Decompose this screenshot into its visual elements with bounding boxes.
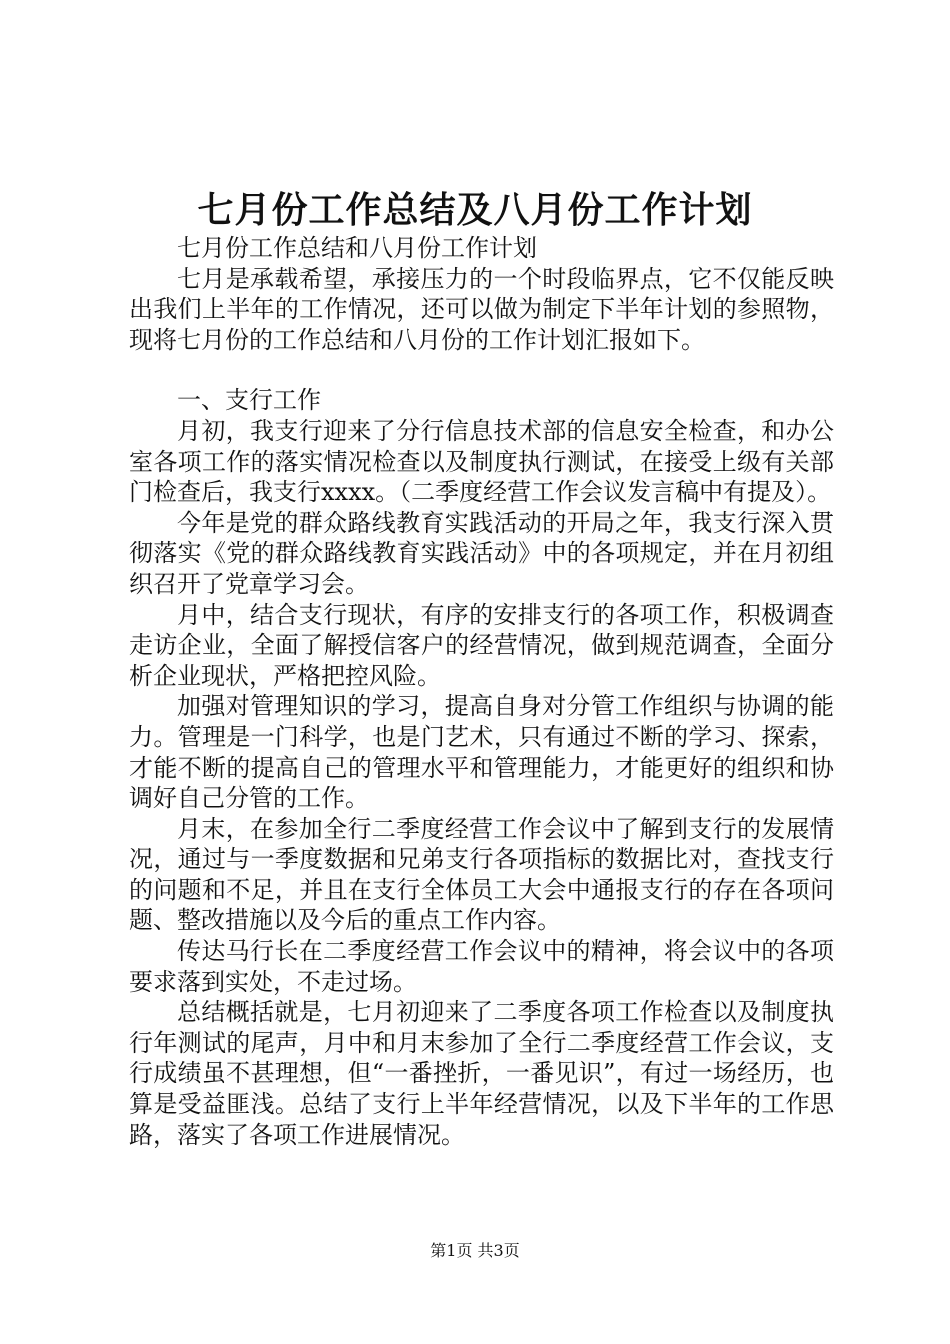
- page-number-footer: 第1页 共3页: [430, 1241, 520, 1260]
- section-heading-branch-work: 一、支行工作: [177, 386, 321, 415]
- paragraph: 加强对管理知识的学习，提高自身对分管工作组织与协调的能力。管理是一门科学，也是门艺术，只有通过不断的学习、探索，才能不断的提高自己的管理水平和管理能力，才能更好的组织和协调好自己分管的工作。: [129, 692, 834, 813]
- document-subtitle: 七月份工作总结和八月份工作计划: [177, 234, 537, 262]
- paragraph: 传达马行长在二季度经营工作会议中的精神，将会议中的各项要求落到实处，不走过场。: [129, 937, 834, 996]
- document-body: [129, 233, 834, 1150]
- paragraph: 月初，我支行迎来了分行信息技术部的信息安全检查，和办公室各项工作的落实情况检查以及制度执行测试，在接受上级有关部门检查后，我支行xxxx。（二季度经营工作会议发言稿中有提及）。: [129, 416, 834, 507]
- paragraph-intro: 七月是承载希望，承接压力的一个时段临界点，它不仅能反映出我们上半年的工作情况，还可以做为制定下半年计划的参照物，现将七月份的工作总结和八月份的工作计划汇报如下。: [129, 264, 834, 354]
- paragraph: 月末，在参加全行二季度经营工作会议中了解到支行的发展情况，通过与一季度数据和兄弟支行各项指标的数据比对，查找支行的问题和不足，并且在支行全体员工大会中通报支行的存在各项问题、整改措施以及今后的重点工作内容。: [129, 814, 834, 935]
- document-title: 七月份工作总结及八月份工作计划: [197, 189, 753, 231]
- paragraph-summary: 总结概括就是，七月初迎来了二季度各项工作检查以及制度执行年测试的尾声，月中和月末参加了全行二季度经营工作会议，支行成绩虽不甚理想，但“一番挫折，一番见识”，有过一场经历，也算是受益匪浅。总结了支行上半年经营情况，以及下半年的工作思路，落实了各项工作进展情况。: [129, 998, 834, 1149]
- paragraph: 今年是党的群众路线教育实践活动的开局之年，我支行深入贯彻落实《党的群众路线教育实践活动》中的各项规定，并在月初组织召开了党章学习会。: [129, 508, 834, 598]
- paragraph: 月中，结合支行现状，有序的安排支行的各项工作，积极调查走访企业，全面了解授信客户的经营情况，做到规范调查，全面分析企业现状，严格把控风险。: [129, 600, 834, 690]
